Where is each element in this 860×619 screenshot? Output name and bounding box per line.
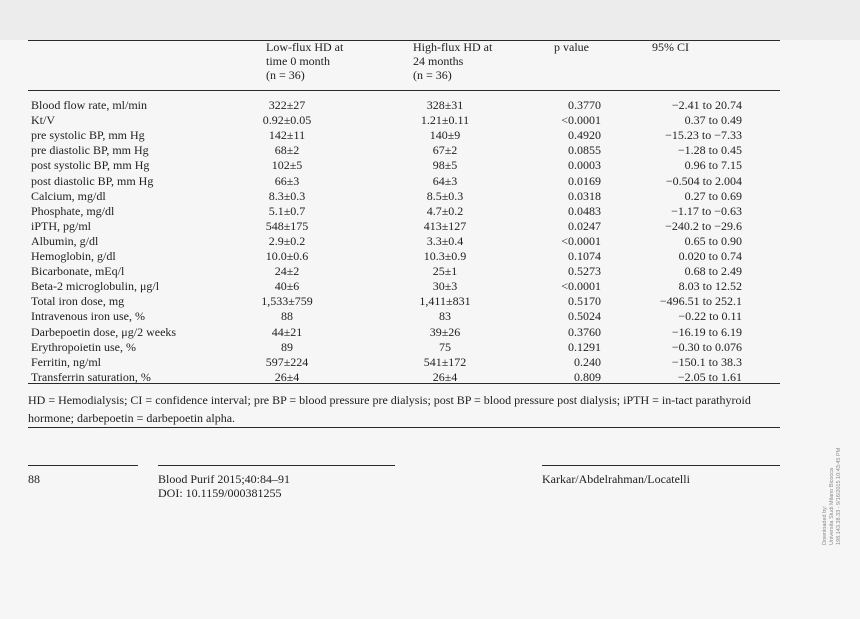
p-value: <0.0001 (561, 279, 601, 294)
table-row (0, 189, 860, 203)
low-flux-value: 40±6 (274, 279, 300, 294)
high-flux-value: 75 (439, 339, 451, 354)
p-value: 0.240 (574, 354, 601, 369)
confidence-interval: 0.37 to 0.49 (684, 113, 742, 128)
p-value: <0.0001 (561, 113, 601, 128)
column-header-low-line-1: Low-flux HD at (266, 40, 344, 54)
download-watermark-line-1: Downloaded by: (822, 505, 828, 545)
confidence-interval: −1.17 to −0.63 (671, 203, 742, 218)
confidence-interval: −0.22 to 0.11 (678, 309, 742, 324)
high-flux-value: 1.21±0.11 (420, 113, 470, 128)
low-flux-value: 89 (281, 339, 293, 354)
high-flux-value: 4.7±0.2 (426, 203, 464, 218)
high-flux-value: 25±1 (432, 264, 458, 279)
low-flux-value: 68±2 (274, 143, 300, 158)
top-band (0, 0, 860, 40)
low-flux-value: 24±2 (274, 264, 300, 279)
p-value: 0.5024 (568, 309, 601, 324)
row-label: post systolic BP, mm Hg (31, 158, 150, 173)
column-header-ci: 95% CI (652, 40, 689, 54)
table-row (0, 143, 860, 157)
p-value: 0.5273 (568, 264, 601, 279)
confidence-interval: 8.03 to 12.52 (678, 279, 742, 294)
table-bottom-rule (28, 383, 780, 384)
high-flux-value: 39±26 (429, 324, 461, 339)
journal-citation: Blood Purif 2015;40:84–91 (158, 472, 291, 486)
low-flux-value: 10.0±0.6 (265, 249, 309, 263)
p-value: 0.3760 (568, 324, 601, 339)
low-flux-value: 5.1±0.7 (268, 203, 306, 218)
p-value: 0.1291 (568, 339, 601, 354)
row-label: Kt/V (31, 113, 55, 128)
doi-link[interactable]: DOI: 10.1159/000381255 (158, 486, 282, 500)
column-header-high-line-3: (n = 36) (413, 68, 452, 82)
p-value: 0.1074 (568, 249, 601, 263)
confidence-interval: −16.19 to 6.19 (671, 324, 742, 339)
confidence-interval: −0.30 to 0.076 (671, 339, 742, 354)
footer-rule-left (28, 465, 138, 466)
low-flux-value: 1,533±759 (261, 294, 313, 309)
high-flux-value: 98±5 (432, 158, 458, 173)
confidence-interval: −496.51 to 252.1 (659, 294, 742, 309)
confidence-interval: 0.27 to 0.69 (684, 188, 742, 203)
table-row (0, 279, 860, 293)
footer-rule-right (542, 465, 780, 466)
high-flux-value: 83 (439, 309, 451, 324)
confidence-interval: 0.96 to 7.15 (684, 158, 742, 173)
high-flux-value: 64±3 (432, 173, 458, 188)
row-label: post diastolic BP, mm Hg (31, 173, 154, 188)
confidence-interval: 0.020 to 0.74 (678, 249, 742, 263)
table-row (0, 128, 860, 142)
download-watermark-line-2: Universita Studi Milano Bicocca (829, 467, 835, 545)
confidence-interval: −1.28 to 0.45 (677, 143, 742, 158)
high-flux-value: 413±127 (423, 218, 467, 233)
table-row (0, 158, 860, 172)
row-label: Albumin, g/dl (31, 233, 99, 248)
table-row (0, 98, 860, 112)
table-row (0, 309, 860, 323)
table-row (0, 249, 860, 263)
high-flux-value: 10.3±0.9 (423, 249, 467, 263)
high-flux-value: 26±4 (432, 369, 458, 384)
row-label: Darbepoetin dose, μg/2 weeks (31, 324, 177, 339)
low-flux-value: 88 (281, 309, 293, 324)
confidence-interval: −2.05 to 1.61 (677, 369, 742, 384)
low-flux-value: 322±27 (268, 98, 306, 112)
table-row (0, 294, 860, 308)
table-row (0, 340, 860, 354)
table-footnote: HD = Hemodialysis; CI = confidence interval; pre BP = blood pressure pre dialysis; post BP = blood pressure post dialysis; iPTH = in-tact parathyroid hormone; darbepoetin = darbepoetin alpha. (28, 393, 751, 425)
low-flux-value: 2.9±0.2 (268, 233, 306, 248)
table-row (0, 264, 860, 278)
footer-rule-middle (158, 465, 395, 466)
high-flux-value: 1,411±831 (419, 294, 471, 309)
column-header-high-line-1: High-flux HD at (413, 40, 493, 54)
confidence-interval: 0.68 to 2.49 (684, 264, 742, 279)
row-label: iPTH, pg/ml (31, 218, 92, 233)
low-flux-value: 548±175 (265, 218, 309, 233)
table-row (0, 370, 860, 384)
p-value: 0.0483 (568, 203, 601, 218)
column-header-high-flux (413, 40, 492, 82)
low-flux-value: 102±5 (271, 158, 303, 173)
row-label: Phosphate, mg/dl (31, 203, 115, 218)
column-header-p-value: p value (554, 40, 589, 54)
high-flux-value: 30±3 (432, 279, 458, 294)
row-label: pre diastolic BP, mm Hg (31, 143, 149, 158)
row-label: Beta-2 microglobulin, μg/l (31, 279, 160, 294)
high-flux-value: 541±172 (423, 354, 467, 369)
footnote-rule (28, 427, 780, 428)
confidence-interval: −240.2 to −29.6 (665, 218, 742, 233)
row-label: Intravenous iron use, % (31, 309, 145, 324)
p-value: 0.0003 (568, 158, 601, 173)
table-row (0, 234, 860, 248)
table-row (0, 204, 860, 218)
p-value: 0.0169 (568, 173, 601, 188)
table-row (0, 113, 860, 127)
p-value: 0.0855 (568, 143, 601, 158)
p-value: 0.3770 (568, 98, 601, 112)
table-row (0, 219, 860, 233)
p-value: 0.0318 (568, 188, 601, 203)
low-flux-value: 0.92±0.05 (262, 113, 312, 128)
table-header-rule (28, 90, 780, 91)
download-watermark-line-3: 198.143.38.33 - 9/16/2015 10:43:45 PM (836, 447, 842, 545)
page-number: 88 (28, 472, 40, 486)
column-header-low-line-3: (n = 36) (266, 68, 305, 82)
author-names: Karkar/Abdelrahman/Locatelli (542, 472, 690, 486)
high-flux-value: 140±9 (429, 128, 461, 143)
table-row (0, 174, 860, 188)
p-value: 0.0247 (568, 218, 601, 233)
high-flux-value: 8.5±0.3 (426, 188, 464, 203)
low-flux-value: 66±3 (274, 173, 300, 188)
row-label: Total iron dose, mg (31, 294, 125, 309)
row-label: Ferritin, ng/ml (31, 354, 101, 369)
row-label: Bicarbonate, mEq/l (31, 264, 125, 279)
confidence-interval: 0.65 to 0.90 (684, 233, 742, 248)
confidence-interval: −2.41 to 20.74 (671, 98, 742, 112)
row-label: Erythropoietin use, % (31, 339, 136, 354)
table-row (0, 355, 860, 369)
p-value: 0.809 (574, 369, 601, 384)
download-watermark (822, 448, 843, 545)
low-flux-value: 26±4 (274, 369, 300, 384)
row-label: Transferrin saturation, % (31, 369, 151, 384)
table-row (0, 325, 860, 339)
p-value: 0.4920 (568, 128, 601, 143)
high-flux-value: 3.3±0.4 (426, 233, 464, 248)
low-flux-value: 44±21 (271, 324, 303, 339)
p-value: 0.5170 (568, 294, 601, 309)
row-label: Blood flow rate, ml/min (31, 98, 147, 112)
column-header-high-line-2: 24 months (413, 54, 464, 68)
p-value: <0.0001 (561, 233, 601, 248)
row-label: pre systolic BP, mm Hg (31, 128, 145, 143)
low-flux-value: 597±224 (265, 354, 309, 369)
column-header-low-flux (266, 40, 343, 82)
low-flux-value: 8.3±0.3 (268, 188, 306, 203)
row-label: Calcium, mg/dl (31, 188, 106, 203)
confidence-interval: −150.1 to 38.3 (671, 354, 742, 369)
column-header-low-line-2: time 0 month (266, 54, 330, 68)
high-flux-value: 328±31 (426, 98, 464, 112)
low-flux-value: 142±11 (268, 128, 306, 143)
row-label: Hemoglobin, g/dl (31, 249, 116, 263)
high-flux-value: 67±2 (432, 143, 458, 158)
confidence-interval: −15.23 to −7.33 (665, 128, 742, 143)
confidence-interval: −0.504 to 2.004 (665, 173, 742, 188)
